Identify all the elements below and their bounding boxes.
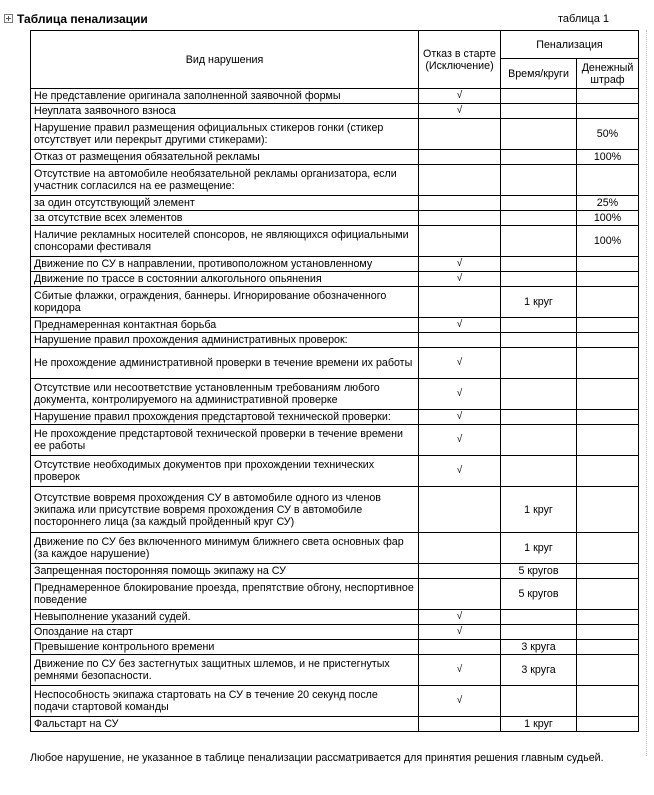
refusal-cell: √ [419, 318, 501, 333]
violation-cell: Нарушение правил прохождения предстартовой технической проверки: [31, 410, 419, 425]
refusal-cell: √ [419, 104, 501, 119]
refusal-cell: √ [419, 89, 501, 104]
violation-cell: Движение по СУ без застегнутых защитных шлемов, и не пристегнутых ремнями безопасности. [31, 655, 419, 686]
violation-cell: Не представление оригинала заполненной заявочной формы [31, 89, 419, 104]
fine-cell [577, 318, 639, 333]
page-margin-guide [646, 30, 648, 756]
fine-cell [577, 410, 639, 425]
time-laps-cell [501, 211, 577, 226]
violation-cell: Движение по трассе в состоянии алкогольного опьянения [31, 272, 419, 287]
fine-cell [577, 640, 639, 655]
time-laps-cell [501, 625, 577, 640]
fine-cell [577, 425, 639, 456]
table-row [31, 579, 639, 610]
fine-cell [577, 287, 639, 318]
violation-cell: Нарушение правил размещения официальных стикеров гонки (стикер отсутствует или перекрыт другими стикерами): [31, 119, 419, 150]
table-row [31, 318, 639, 333]
violation-cell: Движение по СУ в направлении, противоположном установленному [31, 257, 419, 272]
table-move-handle-icon[interactable] [4, 14, 13, 23]
table-row [31, 226, 639, 257]
fine-cell [577, 610, 639, 625]
header-time-laps: Время/круги [501, 59, 577, 89]
refusal-cell [419, 287, 501, 318]
refusal-cell [419, 487, 501, 533]
time-laps-cell: 1 круг [501, 287, 577, 318]
table-row [31, 333, 639, 348]
time-laps-cell [501, 348, 577, 379]
table-row [31, 610, 639, 625]
fine-cell [577, 579, 639, 610]
violation-cell: Опоздание на старт [31, 625, 419, 640]
violation-cell: за один отсутствующий элемент [31, 196, 419, 211]
fine-cell: 25% [577, 196, 639, 211]
refusal-cell [419, 640, 501, 655]
violation-cell: Превышение контрольного времени [31, 640, 419, 655]
time-laps-cell: 3 круга [501, 640, 577, 655]
violation-cell: Отсутствие необходимых документов при прохождении технических проверок [31, 456, 419, 487]
fine-cell [577, 348, 639, 379]
time-laps-cell [501, 226, 577, 257]
table-body [31, 89, 639, 732]
table-row [31, 196, 639, 211]
fine-cell [577, 104, 639, 119]
violation-cell: Не прохождение предстартовой технической проверки в течение времени ее работы [31, 425, 419, 456]
fine-cell [577, 272, 639, 287]
time-laps-cell [501, 119, 577, 150]
table-row [31, 104, 639, 119]
table-row [31, 150, 639, 165]
refusal-cell: √ [419, 610, 501, 625]
table-row [31, 487, 639, 533]
refusal-cell: √ [419, 625, 501, 640]
time-laps-cell [501, 686, 577, 717]
table-row [31, 89, 639, 104]
table-row [31, 456, 639, 487]
violation-cell: Преднамеренная контактная борьба [31, 318, 419, 333]
table-row [31, 257, 639, 272]
fine-cell [577, 456, 639, 487]
table-row [31, 348, 639, 379]
time-laps-cell [501, 165, 577, 196]
violation-cell: Нарушение правил прохождения административных проверок: [31, 333, 419, 348]
fine-cell [577, 717, 639, 732]
violation-cell: Отсутствие вовремя прохождения СУ в автомобиле одного из членов экипажа или присутствие вовремя прохождения СУ в автомобиле постороннего лица (за каждый пройденный круг СУ) [31, 487, 419, 533]
time-laps-cell [501, 257, 577, 272]
fine-cell: 100% [577, 226, 639, 257]
table-row [31, 272, 639, 287]
time-laps-cell [501, 272, 577, 287]
refusal-cell: √ [419, 379, 501, 410]
table-row [31, 717, 639, 732]
violation-cell: Неспособность экипажа стартовать на СУ в течение 20 секунд после подачи стартовой команды [31, 686, 419, 717]
refusal-cell [419, 119, 501, 150]
refusal-cell: √ [419, 410, 501, 425]
violation-cell: Запрещенная посторонняя помощь экипажу на СУ [31, 564, 419, 579]
time-laps-cell [501, 456, 577, 487]
refusal-cell [419, 533, 501, 564]
time-laps-cell [501, 610, 577, 625]
header-fine: Денежный штраф [577, 59, 639, 89]
refusal-cell [419, 211, 501, 226]
fine-cell: 50% [577, 119, 639, 150]
refusal-cell [419, 165, 501, 196]
time-laps-cell [501, 410, 577, 425]
time-laps-cell [501, 150, 577, 165]
fine-cell [577, 686, 639, 717]
refusal-cell: √ [419, 257, 501, 272]
fine-cell [577, 564, 639, 579]
time-laps-cell: 1 круг [501, 487, 577, 533]
violation-cell: Отказ от размещения обязательной рекламы [31, 150, 419, 165]
fine-cell: 100% [577, 150, 639, 165]
fine-cell [577, 257, 639, 272]
table-row [31, 655, 639, 686]
violation-cell: за отсутствие всех элементов [31, 211, 419, 226]
fine-cell [577, 379, 639, 410]
table-row [31, 119, 639, 150]
refusal-cell: √ [419, 686, 501, 717]
time-laps-cell: 1 круг [501, 533, 577, 564]
refusal-cell: √ [419, 655, 501, 686]
time-laps-cell [501, 333, 577, 348]
violation-cell: Невыполнение указаний судей. [31, 610, 419, 625]
time-laps-cell [501, 89, 577, 104]
table-row [31, 211, 639, 226]
penalty-table [30, 30, 639, 732]
refusal-cell: √ [419, 456, 501, 487]
header-penalty: Пенализация [501, 31, 639, 59]
violation-cell: Преднамеренное блокирование проезда, препятствие обгону, неспортивное поведение [31, 579, 419, 610]
table-row [31, 625, 639, 640]
time-laps-cell [501, 196, 577, 211]
table-row [31, 564, 639, 579]
time-laps-cell [501, 425, 577, 456]
refusal-cell [419, 333, 501, 348]
fine-cell [577, 165, 639, 196]
refusal-cell [419, 196, 501, 211]
table-row [31, 379, 639, 410]
violation-cell: Отсутствие на автомобиле необязательной рекламы организатора, если участник согласился на ее размещение: [31, 165, 419, 196]
refusal-cell: √ [419, 425, 501, 456]
fine-cell: 100% [577, 211, 639, 226]
time-laps-cell [501, 379, 577, 410]
fine-cell [577, 533, 639, 564]
table-row [31, 410, 639, 425]
time-laps-cell: 1 круг [501, 717, 577, 732]
table-row [31, 287, 639, 318]
table-row [31, 165, 639, 196]
header-refusal: Отказ в старте (Исключение) [419, 31, 501, 89]
violation-cell: Отсутствие или несоответствие установленным требованиям любого документа, контролируемого на административной проверке [31, 379, 419, 410]
refusal-cell [419, 150, 501, 165]
table-row [31, 425, 639, 456]
fine-cell [577, 89, 639, 104]
table-number: таблица 1 [558, 13, 609, 25]
time-laps-cell: 3 круга [501, 655, 577, 686]
refusal-cell [419, 717, 501, 732]
table-row [31, 640, 639, 655]
time-laps-cell: 5 кругов [501, 579, 577, 610]
table-row [31, 686, 639, 717]
header-violation: Вид нарушения [31, 31, 419, 89]
violation-cell: Наличие рекламных носителей спонсоров, не являющихся официальными спонсорами фестиваля [31, 226, 419, 257]
violation-cell: Фальстарт на СУ [31, 717, 419, 732]
fine-cell [577, 625, 639, 640]
refusal-cell [419, 226, 501, 257]
violation-cell: Сбитые флажки, ограждения, баннеры. Игнорирование обозначенного коридора [31, 287, 419, 318]
fine-cell [577, 655, 639, 686]
violation-cell: Движение по СУ без включенного минимум ближнего света основных фар (за каждое нарушение) [31, 533, 419, 564]
refusal-cell [419, 564, 501, 579]
refusal-cell [419, 579, 501, 610]
refusal-cell: √ [419, 272, 501, 287]
time-laps-cell [501, 318, 577, 333]
fine-cell [577, 333, 639, 348]
violation-cell: Неуплата заявочного взноса [31, 104, 419, 119]
footer-note: Любое нарушение, не указанное в таблице пенализации рассматривается для принятия решения главным судьей. [30, 752, 604, 764]
violation-cell: Не прохождение административной проверки в течение времени их работы [31, 348, 419, 379]
time-laps-cell [501, 104, 577, 119]
table-title: Таблица пенализации [17, 12, 148, 26]
refusal-cell: √ [419, 348, 501, 379]
table-row [31, 533, 639, 564]
fine-cell [577, 487, 639, 533]
time-laps-cell: 5 кругов [501, 564, 577, 579]
